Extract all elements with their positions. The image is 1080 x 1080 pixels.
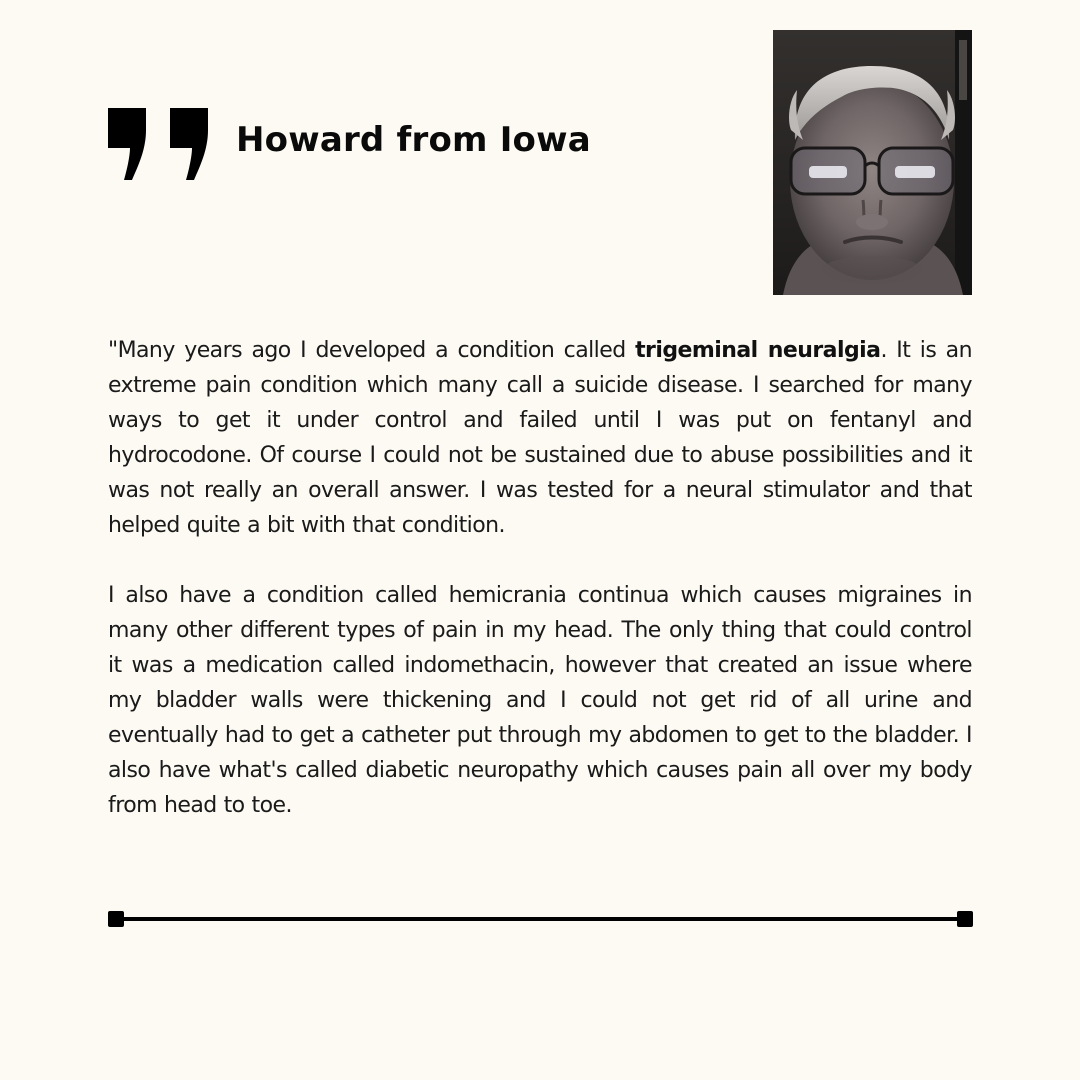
paragraph-1-start: "Many years ago I developed a condition called bbox=[108, 338, 636, 363]
divider-cap-left bbox=[108, 911, 124, 927]
testimonial-paragraph-1 bbox=[108, 333, 972, 543]
testimonial-text bbox=[108, 333, 972, 858]
divider-cap-right bbox=[957, 911, 973, 927]
portrait-photo bbox=[773, 30, 972, 295]
testimonial-paragraph-2: I also have a condition called hemicrania continua which causes migraines in many other different types of pain in my head. The only thing that could control it was a medication called indomethacin, however that created an issue where my bladder walls were thickening and I could not get rid of all urine and eventually had to get a catheter put through my abdomen to get to the bladder. I also have what's called diabetic neuropathy which causes pain all over my body from head to toe. bbox=[108, 583, 972, 818]
quote-mark-icon bbox=[108, 108, 210, 180]
paragraph-1-end: . It is an extreme pain condition which many call a suicide disease. I searched for many ways to get it under control and failed until I was put on fentanyl and hydrocodone. Of course I could not be sustained due to abuse possibilities and it was not really an overall answer. I was tested for a neural stimulator and that helped quite a bit with that condition. bbox=[108, 338, 972, 538]
author-name: Howard from Iowa bbox=[236, 120, 591, 160]
divider-line bbox=[116, 917, 965, 921]
divider bbox=[108, 910, 973, 928]
condition-highlight: trigeminal neuralgia bbox=[635, 338, 881, 363]
